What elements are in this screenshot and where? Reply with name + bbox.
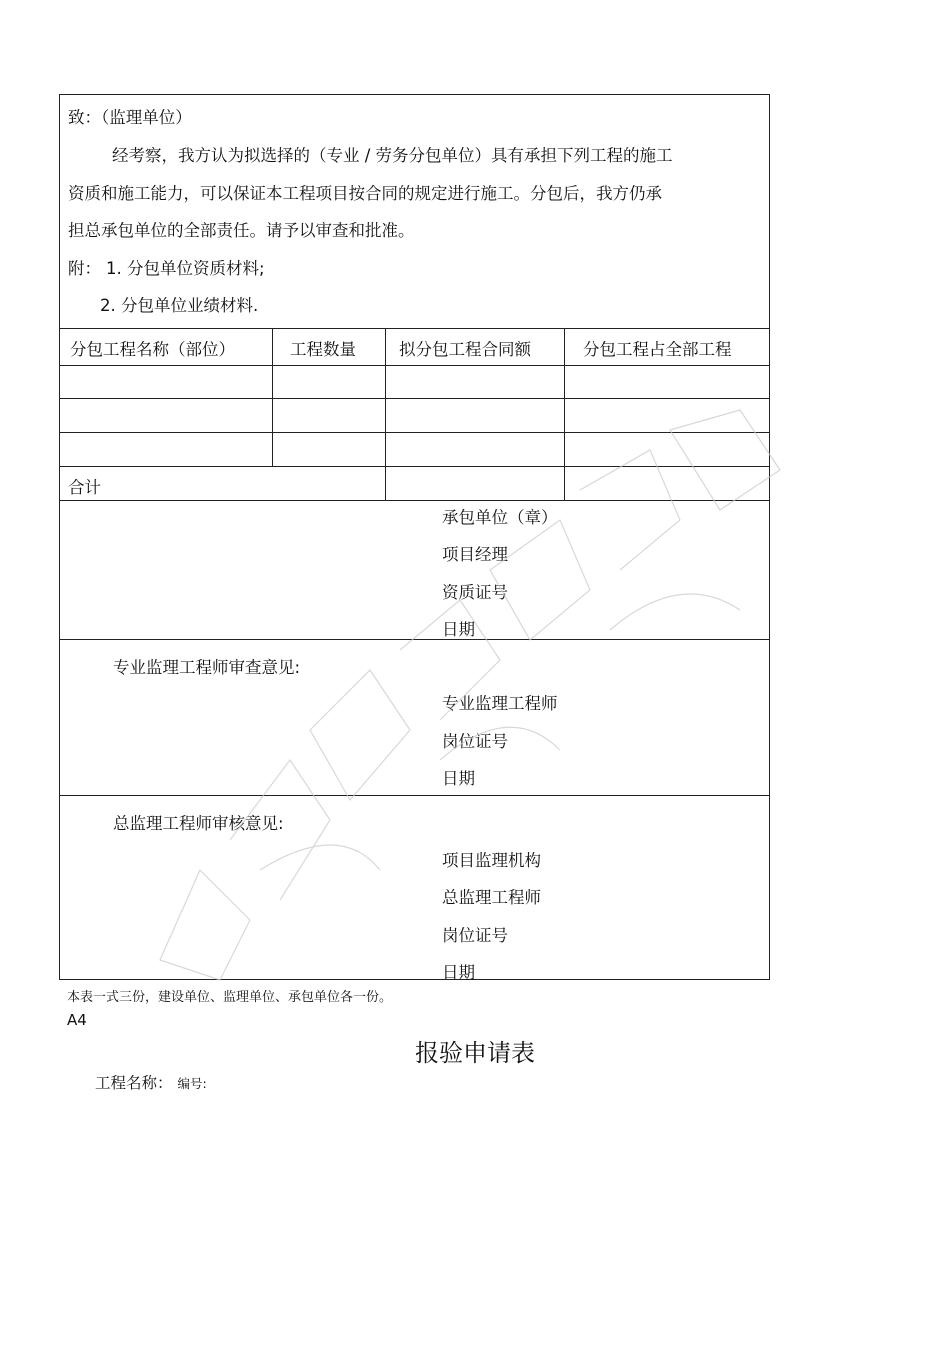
attachment-label: 附：: [68, 259, 101, 278]
copies-footnote: 本表一式三份，建设单位、监理单位、承包单位各一份。: [67, 990, 393, 1005]
project-manager-label: 项目经理: [442, 545, 508, 564]
chief-opinion-label: 总监理工程师审核意见:: [113, 814, 284, 833]
chief-post-cert-label: 岗位证号: [442, 926, 508, 945]
statement-line-3: 担总承包单位的全部责任。请予以审查和批准。: [68, 221, 415, 240]
qualification-cert-label: 资质证号: [442, 583, 508, 602]
addressee-line: 致：（监理单位）: [68, 108, 192, 127]
number-label: 编号:: [177, 1076, 207, 1091]
attachment-item-1: 1. 分包单位资质材料;: [106, 259, 265, 278]
section-divider: [60, 795, 769, 796]
statement-line-2: 资质和施工能力，可以保证本工程项目按合同的规定进行施工。分包后，我方仍承: [68, 184, 662, 203]
specialist-engineer-label: 专业监理工程师: [442, 694, 558, 713]
header-quantity: 工程数量: [290, 340, 356, 359]
table-row-border: [60, 398, 769, 399]
contractor-unit-seal: 承包单位（章）: [442, 508, 558, 527]
table-col-divider: [385, 328, 386, 500]
header-subcontract-name: 分包工程名称（部位）: [70, 340, 235, 359]
section-divider: [60, 639, 769, 640]
specialist-opinion-label: 专业监理工程师审查意见:: [113, 658, 301, 677]
specialist-post-cert-label: 岗位证号: [442, 732, 508, 751]
total-label: 合计: [68, 478, 101, 497]
attachment-item-2: 2. 分包单位业绩材料.: [100, 296, 259, 315]
subcontract-form: [59, 94, 770, 980]
table-row-border: [60, 432, 769, 433]
supervision-org-label: 项目监理机构: [442, 851, 541, 870]
table-col-divider: [564, 328, 565, 500]
table-bottom-border: [60, 500, 769, 501]
table-col-divider: [272, 328, 273, 466]
chief-engineer-label: 总监理工程师: [442, 888, 541, 907]
project-name-label: 工程名称：: [95, 1074, 173, 1092]
header-contract-amount: 拟分包工程合同额: [399, 340, 531, 359]
inspection-request-title: 报验申请表: [415, 1039, 535, 1067]
specialist-date-label: 日期: [442, 769, 475, 788]
chief-date-label: 日期: [442, 963, 475, 982]
contractor-date-label: 日期: [442, 620, 475, 639]
header-percentage: 分包工程占全部工程: [583, 340, 732, 359]
table-top-border: [60, 328, 769, 329]
project-name-row: [95, 1071, 207, 1093]
table-header-border: [60, 365, 769, 366]
table-row-border: [60, 466, 769, 467]
form-code: A4: [67, 1011, 87, 1029]
statement-line-1: 经考察，我方认为拟选择的（专业 / 劳务分包单位）具有承担下列工程的施工: [112, 146, 673, 165]
